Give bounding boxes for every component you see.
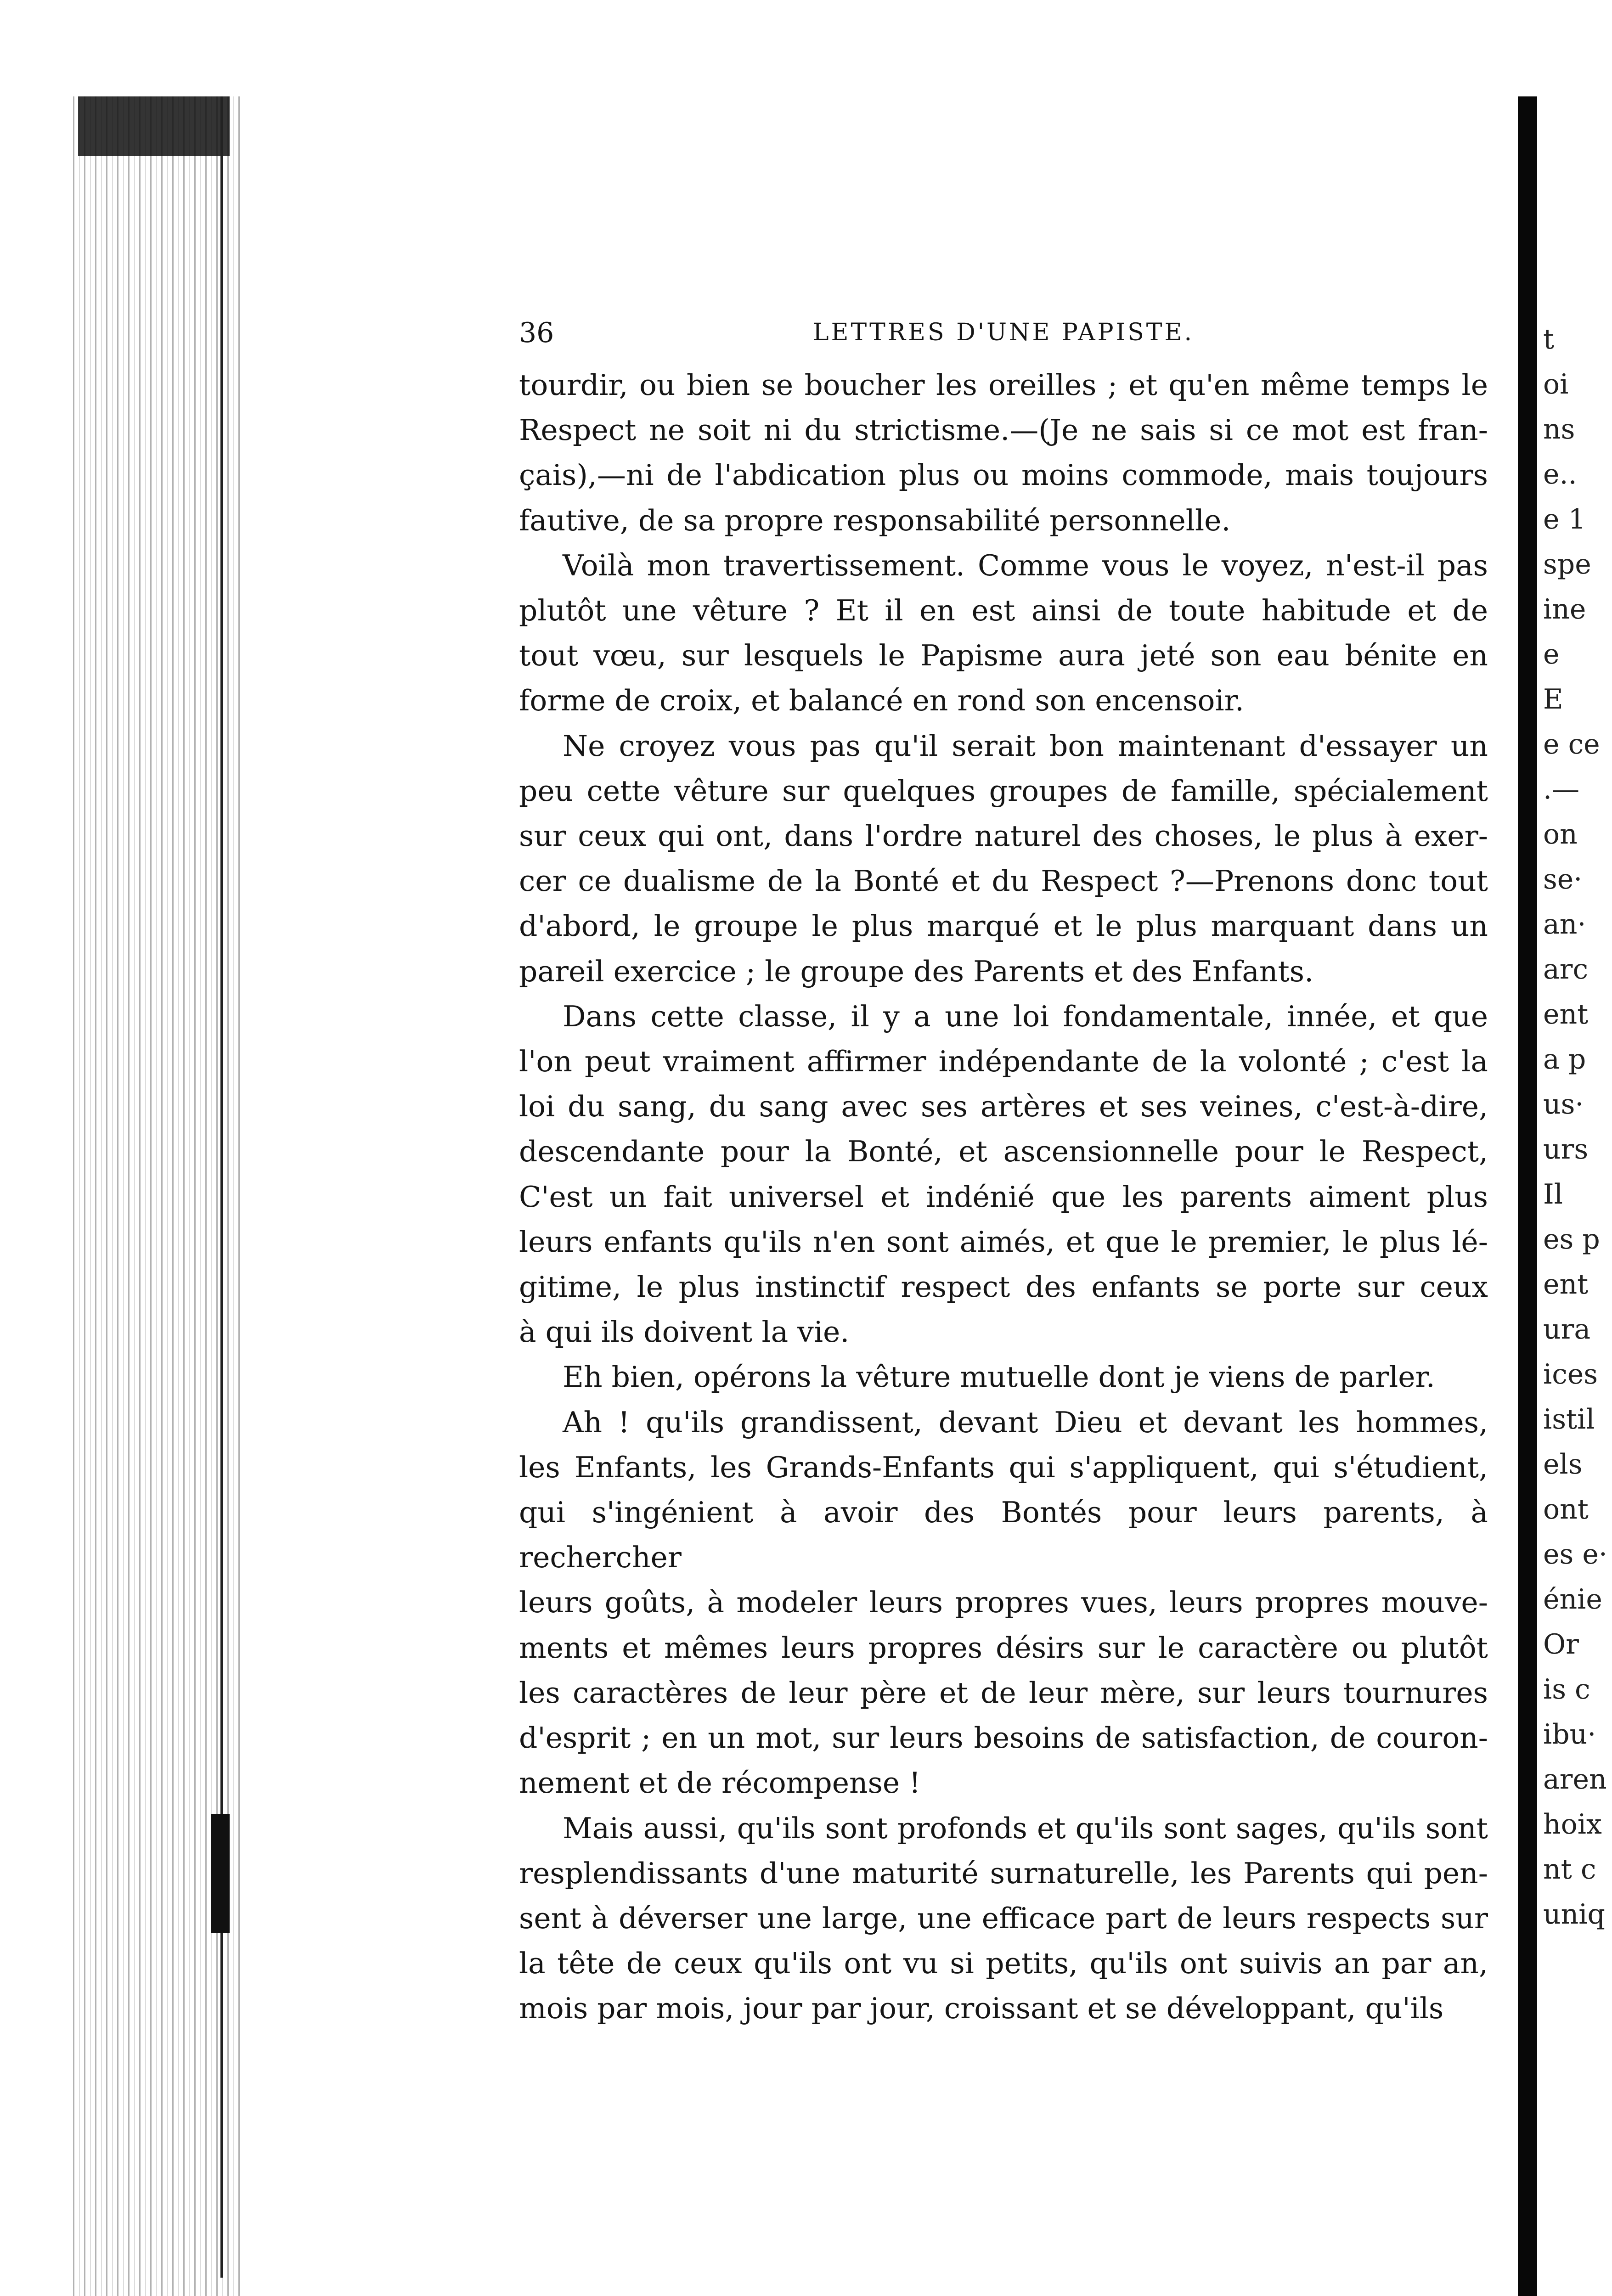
text-line: sent à déverser une large, une efficace part de leurs respects sur [519, 1901, 1488, 1935]
facing-page-fragment: arc [1543, 953, 1589, 985]
facing-page-fragment: es p [1543, 1223, 1600, 1255]
facing-page-fragment: oi [1543, 368, 1569, 400]
scan-gutter-blot [211, 1814, 230, 1933]
text-line: d'esprit ; en un mot, sur leurs besoins de satisfaction, de couron- [519, 1721, 1488, 1755]
text-line: loi du sang, du sang avec ses artères et ses veines, c'est-à-dire, [519, 1090, 1488, 1124]
paragraph [519, 1400, 1488, 1806]
text-line: pareil exercice ; le groupe des Parents et des Enfants. [519, 954, 1314, 988]
facing-page-fragment: spe [1543, 548, 1591, 580]
running-head [519, 312, 1488, 363]
facing-page-fragment: E [1543, 683, 1563, 715]
facing-page-fragment: ent [1543, 998, 1589, 1030]
text-line: nement et de récompense ! [519, 1766, 921, 1800]
facing-page-fragment: ent [1543, 1268, 1589, 1300]
text-line: leurs enfants qu'ils n'en sont aimés, et que le premier, le plus lé- [519, 1225, 1488, 1259]
text-line: mois par mois, jour par jour, croissant et se développant, qu'ils [519, 1992, 1444, 2026]
facing-page-fragment: uniq [1543, 1898, 1605, 1930]
facing-page-fragment: énie [1543, 1583, 1602, 1615]
text-line: cer ce dualisme de la Bonté et du Respect ?—Prenons donc tout [519, 864, 1488, 898]
facing-page-fragment: a p [1543, 1043, 1586, 1075]
facing-page-fragment: es e· [1543, 1538, 1607, 1570]
facing-page-fragment: aren [1543, 1763, 1607, 1795]
facing-page-fragment: ns [1543, 413, 1575, 445]
paragraph [519, 1355, 1488, 1400]
text-line: d'abord, le groupe le plus marqué et le plus marquant dans un [519, 909, 1488, 943]
text-line: l'on peut vraiment affirmer indépendante de la volonté ; c'est la [519, 1045, 1488, 1079]
facing-page-fragment: t [1543, 323, 1555, 355]
scan-gutter-block [78, 96, 230, 156]
text-line: descendante pour la Bonté, et ascensionnelle pour le Respect, [519, 1135, 1488, 1169]
page-number: 36 [519, 317, 554, 349]
facing-page-fragment: on [1543, 818, 1578, 850]
text-line: Dans cette classe, il y a une loi fondamentale, innée, et que [563, 999, 1488, 1033]
facing-page-fragment: Or [1543, 1628, 1579, 1660]
paragraph [519, 543, 1488, 724]
text-line: resplendissants d'une maturité surnaturelle, les Parents qui pen- [519, 1856, 1488, 1890]
text-line: çais),—ni de l'abdication plus ou moins commode, mais toujours [519, 458, 1488, 492]
text-line: Ne croyez vous pas qu'il serait bon maintenant d'essayer un [563, 729, 1488, 763]
text-line: Respect ne soit ni du strictisme.—(Je ne sais si ce mot est fran- [519, 413, 1488, 447]
body-text [519, 363, 1488, 2032]
text-line: ments et mêmes leurs propres désirs sur le caractère ou plutôt [519, 1631, 1488, 1665]
text-line: les caractères de leur père et de leur mère, sur leurs tournures [519, 1676, 1488, 1710]
facing-page-fragment: urs [1543, 1133, 1589, 1165]
facing-page-fragment: e ce [1543, 728, 1600, 760]
text-line: forme de croix, et balancé en rond son encensoir. [519, 684, 1244, 718]
paragraph [519, 724, 1488, 994]
text-line: Ah ! qu'ils grandissent, devant Dieu et devant les hommes, [563, 1405, 1488, 1439]
text-line: Eh bien, opérons la vêture mutuelle dont je viens de parler. [563, 1360, 1435, 1394]
text-line: plutôt une vêture ? Et il en est ainsi de toute habitude et de [519, 594, 1488, 628]
facing-page-fragment: e [1543, 638, 1560, 670]
facing-page-fragment: Il [1543, 1178, 1563, 1210]
facing-page-fragment: els [1543, 1448, 1583, 1480]
facing-page-fragments [1493, 317, 1607, 1930]
running-title: LETTRES D'UNE PAPISTE. [813, 319, 1194, 346]
text-line: tout vœu, sur lesquels le Papisme aura jeté son eau bénite en [519, 639, 1488, 673]
facing-page-fragment: ibu· [1543, 1718, 1596, 1750]
facing-page-fragment: is c [1543, 1673, 1590, 1705]
scan-gutter-noise [69, 96, 243, 2296]
text-line: Voilà mon travertissement. Comme vous le voyez, n'est-il pas [563, 548, 1488, 582]
facing-page-fragment: e 1 [1543, 503, 1586, 535]
facing-page-fragment: nt c [1543, 1853, 1596, 1885]
facing-page-fragment: istil [1543, 1403, 1595, 1435]
facing-page-fragment: ine [1543, 593, 1586, 625]
text-line: leurs goûts, à modeler leurs propres vues, leurs propres mouve- [519, 1586, 1488, 1620]
facing-page-fragment: se· [1543, 863, 1583, 895]
text-line: C'est un fait universel et indénié que les parents aiment plus [519, 1180, 1488, 1214]
facing-page-fragment: hoix [1543, 1808, 1602, 1840]
text-line: peu cette vêture sur quelques groupes de famille, spécialement [519, 774, 1488, 808]
text-line: gitime, le plus instinctif respect des enfants se porte sur ceux [519, 1270, 1488, 1304]
text-line: tourdir, ou bien se boucher les oreilles ; et qu'en même temps le [519, 368, 1488, 402]
paragraph [519, 363, 1488, 543]
text-line: Mais aussi, qu'ils sont profonds et qu'ils sont sages, qu'ils sont [563, 1811, 1488, 1845]
facing-page-fragment: ices [1543, 1358, 1598, 1390]
scan-gutter-line [220, 96, 223, 2278]
paragraph [519, 994, 1488, 1355]
text-line: sur ceux qui ont, dans l'ordre naturel des choses, le plus à exer- [519, 819, 1488, 853]
facing-page-fragment: e.. [1543, 458, 1577, 490]
facing-page-fragment: an· [1543, 908, 1586, 940]
text-line: qui s'ingénient à avoir des Bontés pour leurs parents, à rechercher [519, 1496, 1488, 1575]
text-line: la tête de ceux qu'ils ont vu si petits, qu'ils ont suivis an par an, [519, 1947, 1488, 1981]
book-page [519, 312, 1488, 2032]
facing-page-fragment: ura [1543, 1313, 1591, 1345]
text-line: les Enfants, les Grands-Enfants qui s'appliquent, qui s'étudient, [519, 1450, 1488, 1484]
facing-page-fragment: ont [1543, 1493, 1589, 1525]
facing-page-fragment: us· [1543, 1088, 1584, 1120]
text-line: fautive, de sa propre responsabilité personnelle. [519, 503, 1231, 537]
facing-page-fragment: .— [1543, 773, 1580, 805]
paragraph [519, 1806, 1488, 2032]
text-line: à qui ils doivent la vie. [519, 1315, 850, 1349]
